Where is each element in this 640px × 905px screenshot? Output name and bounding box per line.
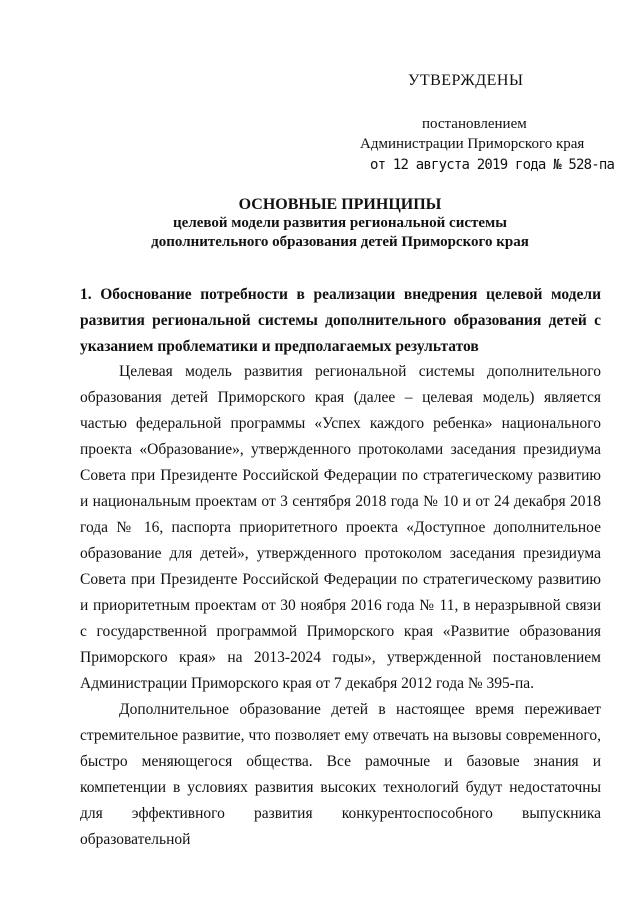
approval-line-administration: Администрации Приморского края bbox=[360, 136, 585, 152]
document-title: ОСНОВНЫЕ ПРИНЦИПЫ bbox=[238, 196, 442, 213]
body-paragraph-1-block bbox=[80, 359, 601, 697]
document-subtitle-line-1: целевой модели развития региональной системы bbox=[173, 215, 507, 231]
body-paragraph: Целевая модель развития региональной системы дополнительного образования детей Приморского края (далее – целевая модель) является частью федеральной программы «Успех каждого ребенка» национального проекта «Образование», утвержденного протоколами заседания президиума Совета при Президенте Российской Федерации по стратегическому развитию и национальным проектам от 3 сентября 2018 года № 10 и от 24 декабря 2018 года № 16, паспорта приоритетного проекта «Доступное дополнительное образование для детей», утвержденного протоколом заседания президиума Совета при Президенте Российской Федерации по стратегическому развитию и приоритетным проектам от 30 ноября 2016 года № 11, в неразрывной связи с государственной программой Приморского края «Развитие образования Приморского края» на 2013-2024 годы», утвержденной постановлением Администрации Приморского края от 7 декабря 2012 года № 395-па. bbox=[80, 363, 601, 692]
body-paragraph-2-block bbox=[80, 697, 601, 853]
body-paragraph: Дополнительное образование детей в настоящее время переживает стремительное развитие, что позволяет ему отвечать на вызовы современного, быстро меняющегося общества. Все рамочные и базовые знания и компетенции в условиях развития высоких технологий будут недостаточны для эффективного развития конкурентоспособного выпускника образовательной bbox=[80, 701, 601, 848]
section-heading bbox=[80, 282, 601, 360]
document-subtitle-line-2: дополнительного образования детей Приморского края bbox=[151, 234, 529, 250]
approval-line-date-number: от 12 августа 2019 года № 528-па bbox=[370, 157, 615, 173]
approval-line-resolution: постановлением bbox=[422, 116, 527, 132]
section-1-heading-text: 1. Обоснование потребности в реализации внедрения целевой модели развития региональной системы дополнительного образования детей с указанием проблематики и предполагаемых результатов bbox=[80, 286, 601, 355]
approval-heading: УТВЕРЖДЕНЫ bbox=[408, 72, 524, 89]
